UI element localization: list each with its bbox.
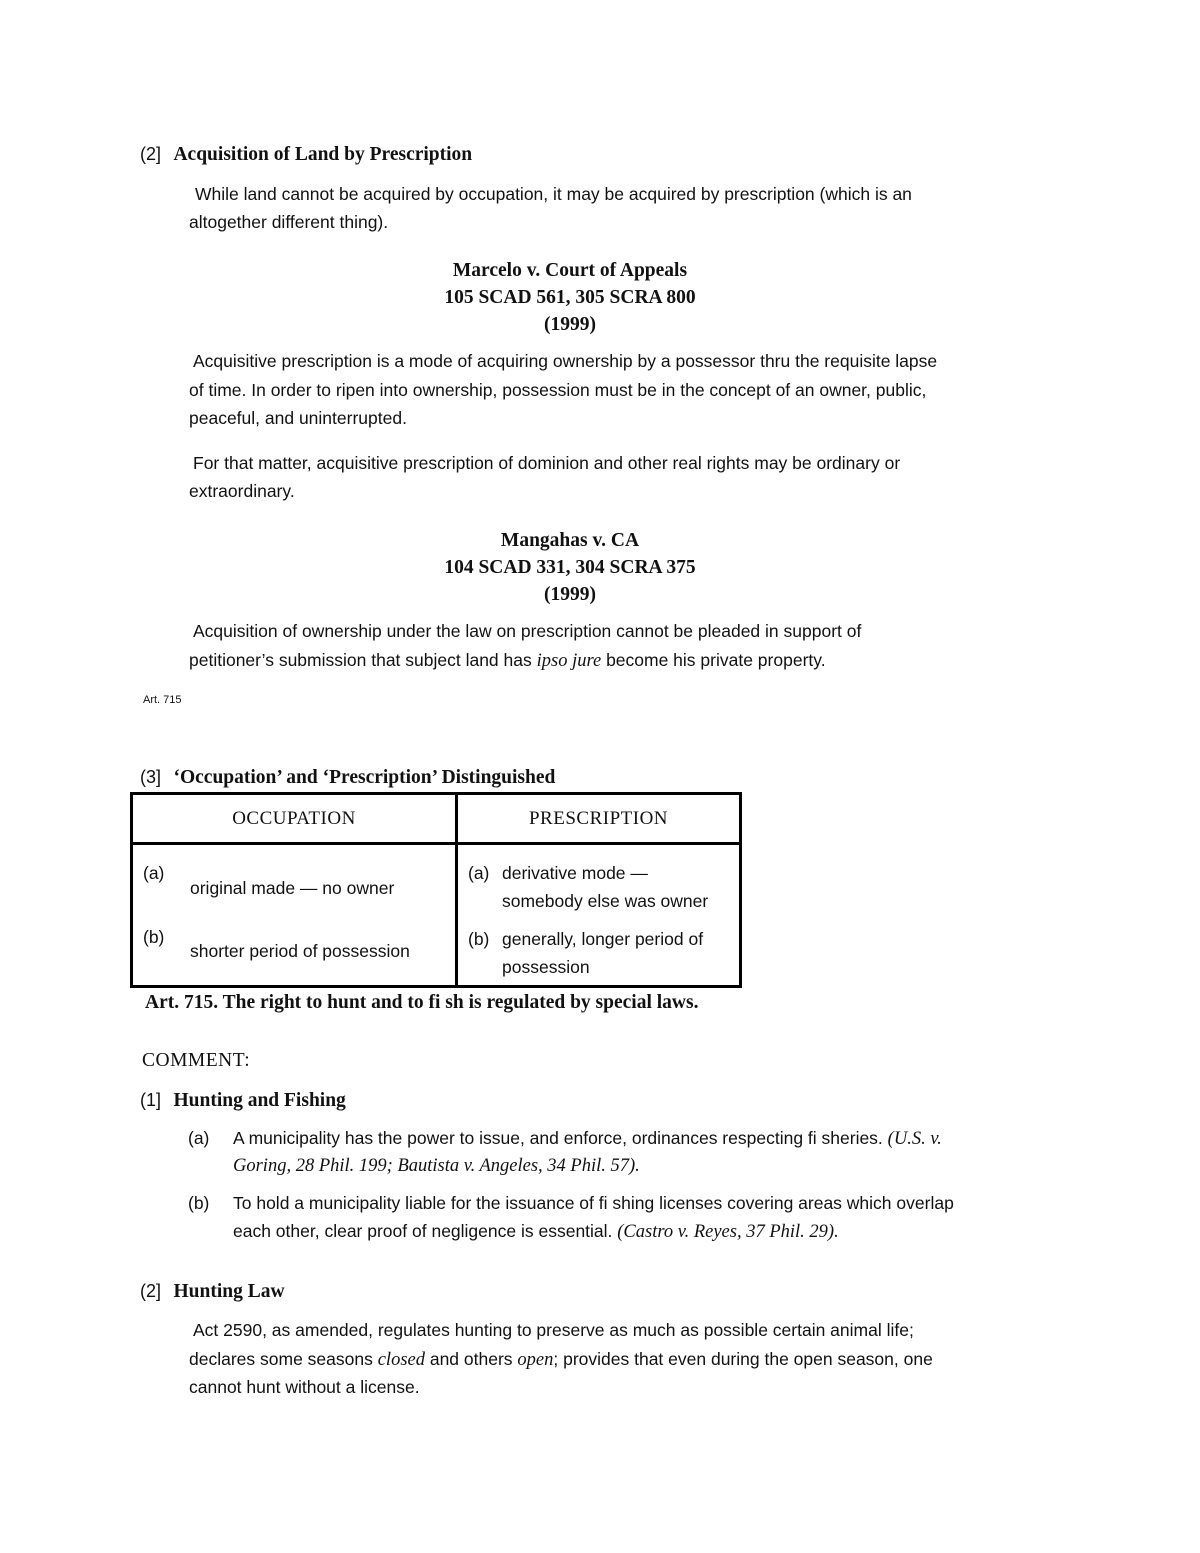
prescription-cell	[457, 844, 741, 987]
paragraph-line: While land cannot be acquired by occupation, it may be acquired by prescription (which is an	[195, 184, 912, 204]
item-text: somebody else was owner	[502, 891, 709, 911]
text-run: petitioner’s submission that subject land has	[189, 650, 537, 670]
case-citation: 104 SCAD 331, 304 SCRA 375	[444, 557, 696, 578]
comment-heading: COMMENT:	[142, 1050, 251, 1071]
section-heading-acquisition	[140, 144, 472, 166]
table-row	[132, 844, 741, 987]
paragraph-line: extraordinary.	[189, 481, 295, 501]
citation: (Castro v. Reyes, 37 Phil. 29).	[617, 1222, 839, 1242]
paragraph-line: Act 2590, as amended, regulates hunting to preserve as much as possible certain animal life;	[193, 1320, 914, 1340]
citation: Goring, 28 Phil. 199; Bautista v. Angeles, 34 Phil. 57).	[233, 1156, 640, 1176]
item-text: possession	[502, 957, 590, 977]
article-text: Art. 715. The right to hunt and to fi sh is regulated by special laws.	[145, 992, 699, 1013]
margin-note: Art. 715	[143, 694, 182, 706]
paragraph-line: of time. In order to ripen into ownership, possession must be in the concept of an owner, public,	[189, 380, 927, 400]
occupation-cell	[132, 844, 457, 987]
subsection-heading-hunting-law	[140, 1281, 285, 1303]
paragraph-line: Acquisition of ownership under the law on prescription cannot be pleaded in support of	[193, 621, 862, 641]
item-text: original made — no owner	[190, 878, 395, 898]
case-name: Marcelo v. Court of Appeals	[452, 260, 688, 281]
text-run: A municipality has the power to issue, and enforce, ordinances respecting fi sheries.	[233, 1128, 888, 1148]
paragraph-line: Acquisitive prescription is a mode of acquiring ownership by a possessor thru the requisite lapse	[193, 351, 938, 371]
list-item	[233, 1128, 942, 1150]
list-item	[233, 1221, 839, 1243]
item-text: generally, longer period of	[502, 929, 704, 949]
section-number: (3]	[140, 767, 162, 787]
case-citation: 105 SCAD 561, 305 SCRA 800	[444, 287, 696, 308]
item-label: (a)	[143, 863, 165, 883]
section-title: Hunting and Fishing	[173, 1090, 346, 1111]
text-run: become his private property.	[601, 650, 826, 670]
item-label: (a)	[468, 863, 490, 883]
section-number: (2]	[140, 144, 162, 164]
section-heading-distinguished	[140, 767, 555, 789]
text-run: and others	[424, 1349, 518, 1369]
paragraph-line: cannot hunt without a license.	[189, 1377, 420, 1397]
item-label: (a)	[188, 1128, 210, 1148]
section-number: (1]	[140, 1090, 162, 1110]
case-year: (1999)	[544, 584, 596, 605]
section-title: ‘Occupation’ and ‘Prescription’ Distinguished	[173, 767, 556, 788]
list-item: To hold a municipality liable for the issuance of fi shing licenses covering areas which overlap	[233, 1193, 954, 1213]
italic-term: closed	[377, 1350, 425, 1370]
case-name: Mangahas v. CA	[500, 530, 640, 551]
paragraph-line: For that matter, acquisitive prescription of dominion and other real rights may be ordinary or	[193, 453, 901, 473]
italic-term: open	[517, 1350, 554, 1370]
section-title: Hunting Law	[173, 1281, 285, 1302]
paragraph-line: altogether different thing).	[189, 212, 389, 232]
paragraph-line	[189, 1349, 933, 1371]
case-year: (1999)	[544, 314, 596, 335]
italic-term: ipso jure	[536, 651, 602, 671]
paragraph-line	[189, 650, 826, 672]
section-number: (2]	[140, 1281, 162, 1301]
text-run: each other, clear proof of negligence is essential.	[233, 1221, 618, 1241]
comparison-table	[130, 792, 742, 988]
subsection-heading-hunting-fishing	[140, 1090, 346, 1112]
text-run: declares some seasons	[189, 1349, 378, 1369]
column-header-prescription: PRESCRIPTION	[457, 794, 741, 844]
column-header-occupation: OCCUPATION	[132, 794, 457, 844]
item-label: (b)	[468, 929, 490, 949]
table-header-row	[132, 794, 741, 844]
citation: (U.S. v.	[887, 1129, 942, 1149]
item-label: (b)	[143, 927, 165, 947]
text-run: ; provides that even during the open season, one	[553, 1349, 933, 1369]
paragraph-line: peaceful, and uninterrupted.	[189, 408, 407, 428]
item-label: (b)	[188, 1193, 210, 1213]
item-text: shorter period of possession	[190, 941, 410, 961]
item-text: derivative mode —	[502, 863, 648, 883]
section-title: Acquisition of Land by Prescription	[173, 144, 473, 165]
